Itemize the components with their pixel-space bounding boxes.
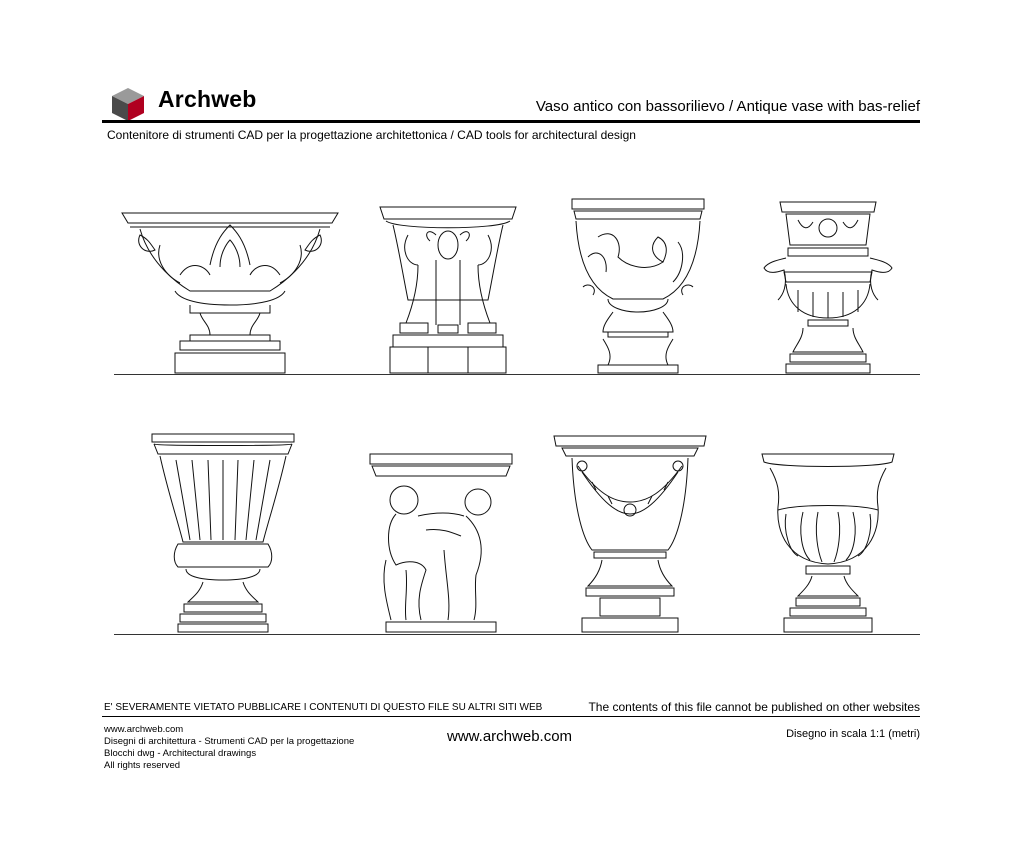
footer-info <box>104 724 354 772</box>
header-rule <box>102 120 920 123</box>
vase-tripod-masks <box>378 205 518 375</box>
vase-acanthus-bowl <box>120 205 340 375</box>
vase-dolphin-handles <box>758 200 898 375</box>
footer-line-drawings: Disegni di architettura - Strumenti CAD per la progettazione <box>104 736 355 747</box>
ground-line-row-2 <box>114 634 920 635</box>
vase-gadrooned-urn <box>758 452 898 634</box>
footer-line-blocks: Blocchi dwg - Architectural drawings <box>104 748 257 759</box>
footer-line-website: www.archweb.com <box>104 724 184 735</box>
website-link[interactable]: www.archweb.com <box>447 728 573 745</box>
copyright-notice-italian: E' SEVERAMENTE VIETATO PUBBLICARE I CONTENUTI DI QUESTO FILE SU ALTRI SITI WEB <box>104 702 543 713</box>
brand-name: Archweb <box>158 86 257 112</box>
vase-garland <box>552 432 708 634</box>
drawing-scale: Disegno in scala 1:1 (metri) <box>786 728 920 740</box>
footer-rule <box>102 716 920 717</box>
copyright-notice-english: The contents of this file cannot be published on other websites <box>588 700 920 714</box>
vase-fluted-campana <box>148 432 298 634</box>
drawing-title: Vaso antico con bassorilievo / Antique vase with bas-relief <box>535 98 920 115</box>
archweb-logo-icon <box>110 86 146 122</box>
vase-swan-relief <box>568 197 708 375</box>
vase-putti-relief <box>366 450 516 634</box>
footer-line-rights: All rights reserved <box>104 760 181 771</box>
drawing-subtitle: Contenitore di strumenti CAD per la progettazione architettonica / CAD tools for architectural design <box>107 128 636 142</box>
